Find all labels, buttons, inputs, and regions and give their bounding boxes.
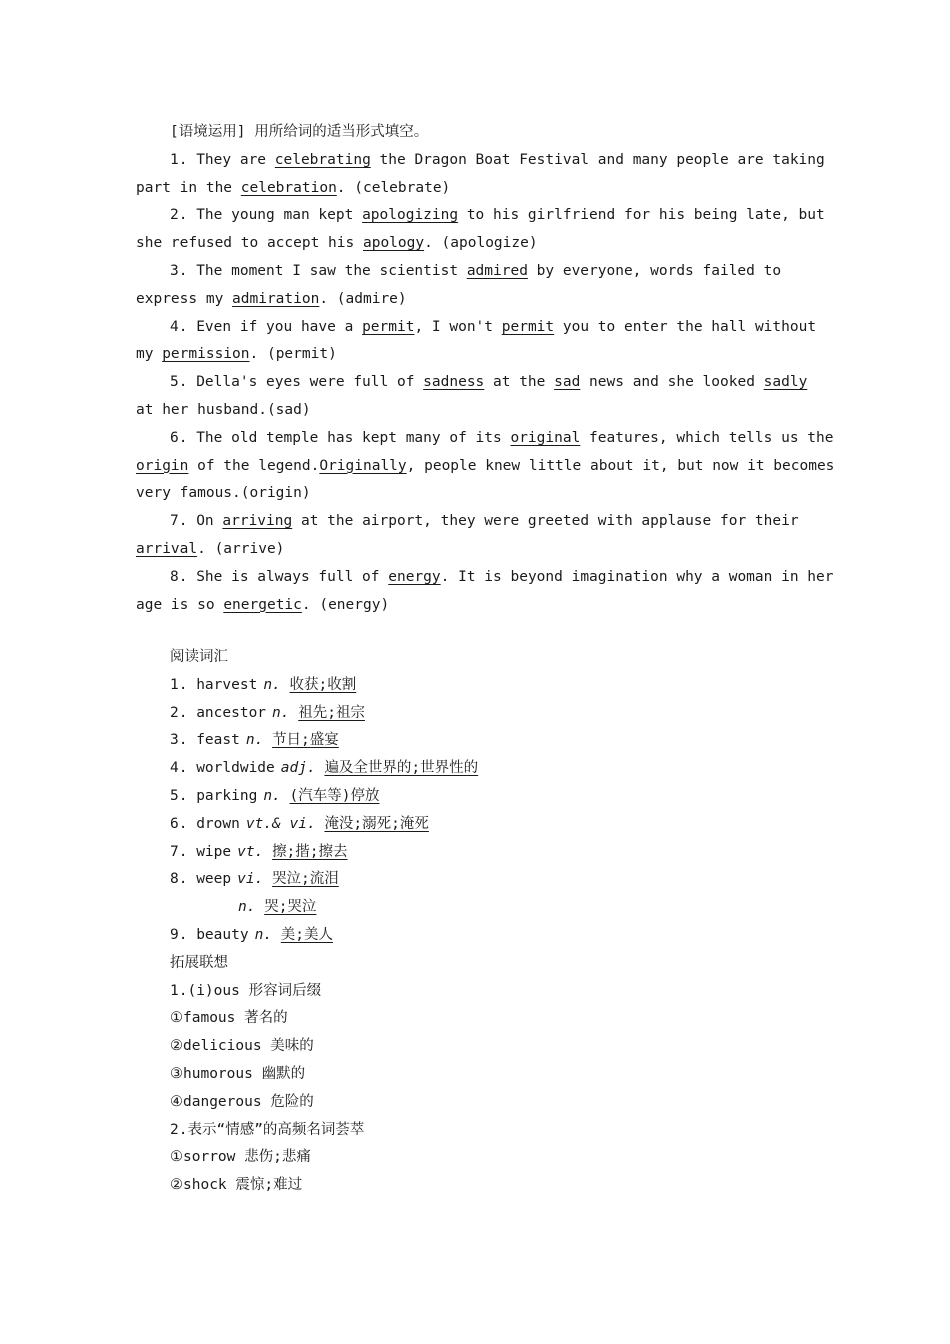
- vocab-item: [170, 783, 810, 811]
- vocab-meaning: 擦;揩;擦去: [272, 843, 348, 860]
- vocab-item: [170, 755, 810, 783]
- sentence-text: , people knew little about it, but now it becomes: [406, 457, 835, 474]
- exercise-line: [136, 425, 834, 453]
- expand-item: ①sorrow 悲伤;悲痛: [170, 1149, 311, 1166]
- vocab-item: [170, 866, 810, 894]
- exercise-line: [136, 314, 816, 342]
- answer-blank: sad: [554, 374, 581, 391]
- sentence-text: at her husband.(sad): [136, 401, 311, 418]
- expand-item: ③humorous 幽默的: [170, 1065, 306, 1082]
- sentence-text: by everyone, words failed to: [527, 262, 782, 279]
- vocab-number: 1.: [170, 676, 188, 693]
- answer-blank: origin: [136, 457, 189, 474]
- expand-item: ④dangerous 危险的: [170, 1093, 314, 1110]
- vocab-number: 9.: [170, 926, 188, 943]
- sentence-text: 4. Even if you have a: [170, 318, 363, 335]
- expand-group-title: 2.表示“情感”的高频名词荟萃: [170, 1121, 365, 1138]
- vocab-number: 8.: [170, 871, 188, 888]
- sentence-text: at the airport, they were greeted with applause for their: [292, 513, 799, 530]
- exercise-line: [136, 480, 816, 508]
- vocab-word: weep: [196, 871, 232, 888]
- sentence-text: 7. On: [170, 513, 223, 530]
- answer-blank: admiration: [232, 290, 320, 307]
- expand-list: [170, 978, 810, 1200]
- exercise-heading: [语境运用] 用所给词的适当形式填空。: [170, 124, 429, 140]
- vocab-word: drown: [196, 815, 240, 832]
- vocab-meaning: 收获;收割: [289, 676, 357, 693]
- vocab-number: 5.: [170, 787, 188, 804]
- sentence-text: age is so: [136, 596, 224, 613]
- answer-blank: energetic: [223, 596, 302, 613]
- sentence-text: 8. She is always full of: [170, 568, 389, 585]
- sentence-text: my: [136, 346, 163, 363]
- exercise-line: [136, 592, 816, 620]
- vocab-word: worldwide: [196, 760, 275, 777]
- vocab-pos: n.: [263, 787, 281, 804]
- vocab-pos: n.: [245, 732, 264, 749]
- vocab-pos: n.: [254, 926, 273, 943]
- vocab-meaning: (汽车等)停放: [289, 787, 380, 804]
- vocab-pos: n.: [238, 899, 256, 916]
- vocab-meaning: 祖先;祖宗: [298, 704, 365, 721]
- expand-item: ①famous 著名的: [170, 1010, 288, 1027]
- sentence-text: 2. The young man kept: [170, 207, 363, 224]
- sentence-text: 6. The old temple has kept many of its: [170, 429, 511, 446]
- vocab-item: [170, 922, 810, 950]
- vocab-number: 4.: [170, 760, 188, 777]
- exercise-line: [136, 147, 825, 175]
- sentence-text: 1. They are: [170, 151, 275, 168]
- vocab-meaning: 淹没;溺死;淹死: [324, 815, 429, 832]
- vocab-word: feast: [196, 732, 240, 749]
- sentence-text: . It is beyond imagination why a woman in her: [440, 568, 834, 585]
- vocab-pos: adj.: [280, 760, 316, 777]
- vocab-word: beauty: [196, 926, 249, 943]
- exercise-line: [136, 564, 834, 592]
- vocab-number: 2.: [170, 704, 188, 721]
- vocab-word: wipe: [196, 843, 232, 860]
- answer-blank: sadly: [763, 374, 808, 391]
- answer-blank: energy: [388, 568, 441, 585]
- sentence-text: 3. The moment I saw the scientist: [170, 262, 467, 279]
- sentence-text: to his girlfriend for his being late, but: [458, 207, 825, 224]
- sentence-text: the Dragon Boat Festival and many people are taking: [370, 151, 825, 168]
- sentence-text: very famous.(origin): [136, 485, 311, 502]
- sentence-text: news and she looked: [580, 374, 764, 391]
- answer-blank: admired: [466, 262, 528, 279]
- exercise-line: [136, 508, 816, 536]
- vocab-section: [170, 644, 810, 1200]
- answer-blank: celebrating: [274, 151, 371, 168]
- sentence-text: part in the: [136, 179, 241, 196]
- vocab-number: 3.: [170, 732, 188, 749]
- vocab-meaning: 哭泣;流泪: [272, 871, 339, 888]
- vocab-pos: n.: [272, 704, 290, 721]
- vocab-pos: vt.: [237, 843, 264, 860]
- sentence-text: . (permit): [249, 346, 337, 363]
- exercise-line: [136, 286, 816, 314]
- exercise-list: [136, 147, 835, 620]
- sentence-text: . (energy): [301, 596, 390, 613]
- sentence-text: she refused to accept his: [136, 235, 363, 252]
- answer-blank: celebration: [240, 179, 337, 196]
- exercise-section: [136, 119, 835, 619]
- vocab-item: [170, 727, 810, 755]
- answer-blank: arrival: [136, 540, 198, 557]
- vocab-item: [170, 894, 810, 922]
- sentence-text: . (arrive): [197, 540, 285, 557]
- expand-heading: 拓展联想: [170, 954, 228, 971]
- vocab-item: [170, 811, 810, 839]
- sentence-text: of the legend.: [188, 457, 320, 474]
- vocab-word: harvest: [196, 676, 258, 693]
- sentence-text: . (apologize): [424, 235, 538, 252]
- answer-blank: original: [510, 429, 581, 446]
- sentence-text: , I won't: [414, 318, 502, 335]
- answer-blank: permit: [362, 318, 415, 335]
- exercise-line: [136, 230, 816, 258]
- expand-item: ②delicious 美味的: [170, 1038, 314, 1055]
- vocab-item: [170, 839, 810, 867]
- vocab-meaning: 美;美人: [280, 926, 334, 943]
- exercise-line: [136, 202, 825, 230]
- sentence-text: express my: [136, 290, 233, 307]
- vocab-list: [170, 672, 810, 950]
- answer-blank: Originally: [319, 457, 407, 474]
- exercise-line: [136, 175, 816, 203]
- expand-item: ②shock 震惊;难过: [170, 1177, 303, 1194]
- sentence-text: 5. Della's eyes were full of: [170, 374, 424, 391]
- vocab-pos: vt.& vi.: [245, 815, 316, 832]
- vocab-word: parking: [196, 787, 258, 804]
- answer-blank: arriving: [222, 513, 293, 530]
- vocab-heading: 阅读词汇: [170, 649, 228, 665]
- vocab-pos: vi.: [237, 871, 264, 888]
- answer-blank: permit: [501, 318, 555, 335]
- answer-blank: apology: [362, 235, 425, 252]
- sentence-text: at the: [484, 374, 555, 391]
- exercise-line: [136, 369, 816, 397]
- exercise-line: [136, 397, 816, 425]
- exercise-line: [136, 536, 816, 564]
- vocab-meaning: 哭;哭泣: [264, 899, 317, 916]
- vocab-meaning: 节日;盛宴: [272, 732, 339, 749]
- vocab-item: [170, 700, 810, 728]
- answer-blank: sadness: [423, 374, 485, 391]
- exercise-line: [136, 341, 816, 369]
- vocab-pos: n.: [263, 676, 281, 693]
- sentence-text: features, which tells us the: [580, 429, 834, 446]
- expand-group-title: 1.(i)ous 形容词后缀: [170, 982, 322, 999]
- exercise-line: [136, 258, 816, 286]
- vocab-number: 6.: [170, 815, 188, 832]
- sentence-text: . (admire): [319, 290, 407, 307]
- vocab-word: ancestor: [196, 704, 267, 721]
- vocab-meaning: 遍及全世界的;世界性的: [324, 760, 479, 777]
- sentence-text: . (celebrate): [336, 179, 451, 196]
- answer-blank: apologizing: [362, 207, 459, 224]
- answer-blank: permission: [162, 346, 250, 363]
- vocab-number: 7.: [170, 843, 188, 860]
- exercise-line: [136, 453, 835, 481]
- vocab-item: [170, 672, 810, 700]
- sentence-text: you to enter the hall without: [554, 318, 817, 335]
